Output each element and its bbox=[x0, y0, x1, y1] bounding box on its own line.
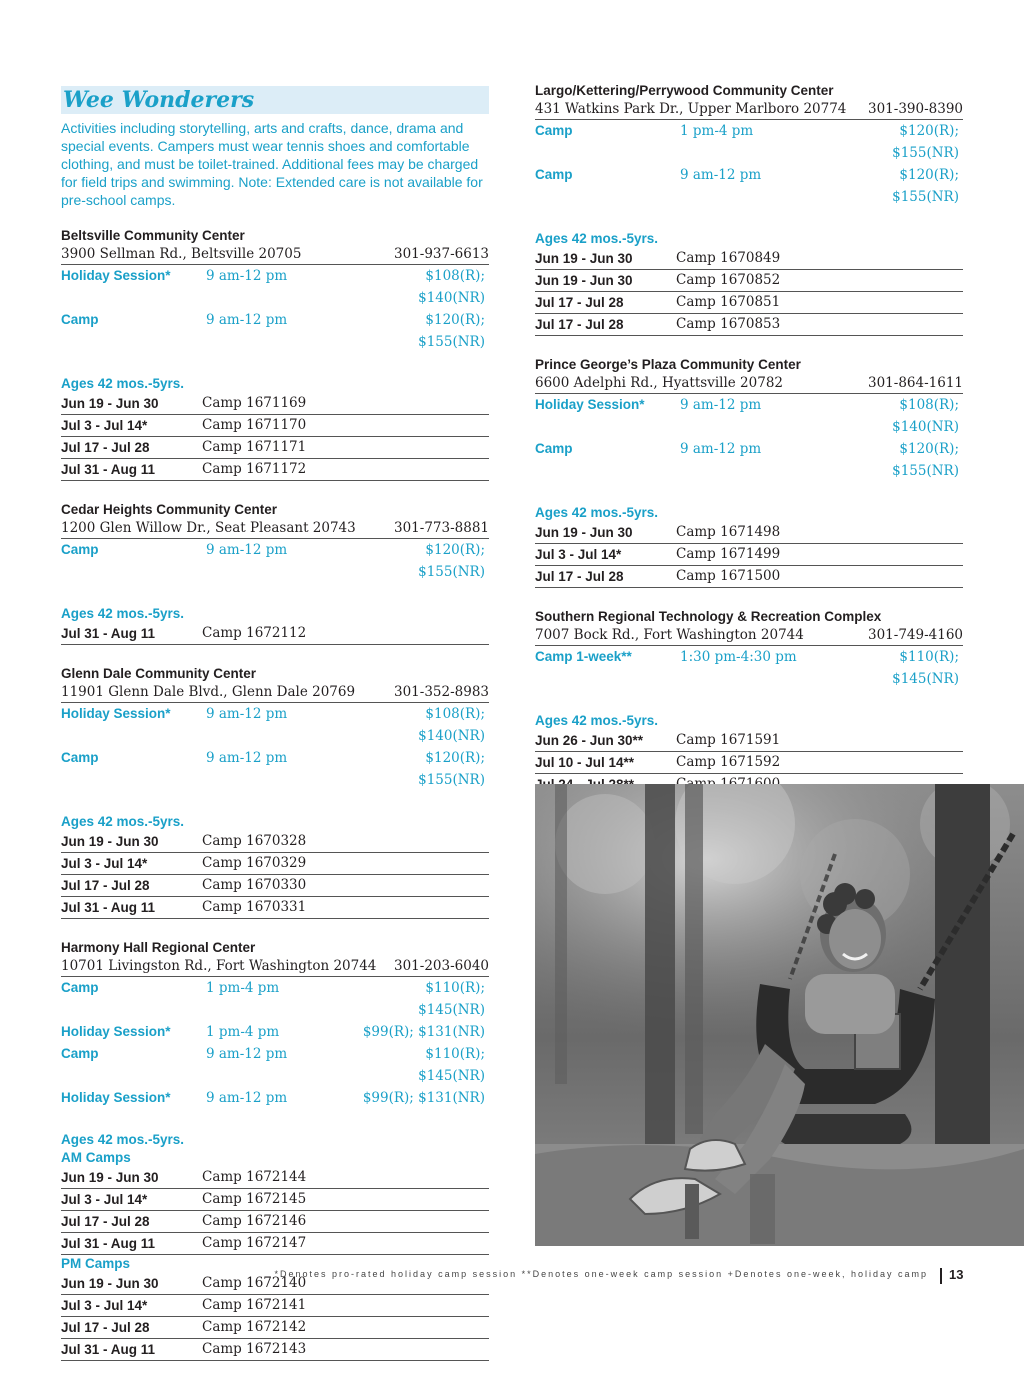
camp-dates: Jul 3 - Jul 14* bbox=[61, 1192, 148, 1207]
camp-row bbox=[535, 270, 963, 292]
camp-number: Camp 1670849 bbox=[676, 250, 781, 266]
center-phone: 301-937-6613 bbox=[393, 246, 489, 262]
camp-row bbox=[535, 566, 963, 588]
center-address-row bbox=[535, 100, 963, 120]
session-row bbox=[61, 747, 489, 791]
camp-number: Camp 1670328 bbox=[202, 833, 307, 849]
center-name: Harmony Hall Regional Center bbox=[61, 940, 256, 955]
center-name: Glenn Dale Community Center bbox=[61, 666, 257, 681]
page-footer bbox=[0, 1268, 1024, 1286]
camp-row bbox=[61, 1317, 489, 1339]
camp-number: Camp 1672147 bbox=[202, 1235, 307, 1251]
center-address: 7007 Bock Rd., Fort Washington 20744 bbox=[535, 627, 804, 643]
age-range-heading: Ages 42 mos.-5yrs. bbox=[535, 505, 659, 520]
center-phone: 301-203-6040 bbox=[393, 958, 489, 974]
session-name: Holiday Session* bbox=[535, 397, 645, 412]
session-time: 9 am-12 pm bbox=[206, 706, 288, 722]
camp-row bbox=[535, 752, 963, 774]
camp-number: Camp 1672144 bbox=[202, 1169, 307, 1185]
center-phone: 301-352-8983 bbox=[393, 684, 489, 700]
camp-number: Camp 1671591 bbox=[676, 732, 781, 748]
camp-number: Camp 1671170 bbox=[202, 417, 307, 433]
right-column bbox=[535, 82, 963, 838]
center-name: Southern Regional Technology & Recreation Complex bbox=[535, 609, 882, 624]
session-time: 9 am-12 pm bbox=[206, 312, 288, 328]
camp-row bbox=[535, 314, 963, 336]
camp-number: Camp 1671172 bbox=[202, 461, 307, 477]
session-fee: $120(R); $155(NR) bbox=[418, 312, 485, 350]
session-fee: $120(R); $155(NR) bbox=[892, 123, 959, 161]
camp-number: Camp 1670331 bbox=[202, 899, 307, 915]
camp-number: Camp 1672143 bbox=[202, 1341, 307, 1357]
camp-dates: Jul 17 - Jul 28 bbox=[61, 1320, 150, 1335]
camp-row bbox=[535, 730, 963, 752]
camp-dates: Jul 17 - Jul 28 bbox=[535, 569, 624, 584]
section-title-band bbox=[61, 86, 489, 114]
session-fee: $108(R); $140(NR) bbox=[892, 397, 959, 435]
session-row bbox=[61, 977, 489, 1021]
session-row bbox=[61, 539, 489, 583]
camp-number: Camp 1672142 bbox=[202, 1319, 307, 1335]
camp-number: Camp 1672112 bbox=[202, 625, 307, 641]
camp-dates: Jun 19 - Jun 30 bbox=[535, 525, 633, 540]
session-row bbox=[61, 1043, 489, 1087]
camp-number: Camp 1670329 bbox=[202, 855, 307, 871]
center-address: 3900 Sellman Rd., Beltsville 20705 bbox=[61, 246, 302, 262]
age-range-heading: Ages 42 mos.-5yrs. bbox=[61, 606, 185, 621]
session-fee: $110(R); $145(NR) bbox=[418, 1046, 485, 1084]
camp-row bbox=[61, 1167, 489, 1189]
session-fee: $110(R); $145(NR) bbox=[418, 980, 485, 1018]
camp-dates: Jul 31 - Aug 11 bbox=[61, 1236, 156, 1251]
session-time: 1 pm-4 pm bbox=[680, 123, 754, 139]
camp-dates: Jun 19 - Jun 30 bbox=[535, 251, 633, 266]
session-row bbox=[535, 438, 963, 482]
center-address-row bbox=[535, 374, 963, 394]
page-number: 13 bbox=[949, 1267, 964, 1282]
session-row bbox=[535, 164, 963, 208]
session-name: Camp bbox=[61, 312, 99, 327]
page-number-divider bbox=[940, 1268, 942, 1284]
camp-dates: Jul 3 - Jul 14* bbox=[535, 547, 622, 562]
child-on-swing-photo bbox=[535, 784, 1024, 1246]
center-block bbox=[535, 356, 963, 588]
camp-dates: Jul 17 - Jul 28 bbox=[61, 440, 150, 455]
session-name: Camp bbox=[535, 441, 573, 456]
camp-row bbox=[61, 1233, 489, 1255]
camp-row bbox=[535, 522, 963, 544]
camp-row bbox=[535, 544, 963, 566]
session-row bbox=[61, 1087, 489, 1109]
camp-row bbox=[61, 623, 489, 645]
camp-row bbox=[535, 248, 963, 270]
session-fee: $99(R); $131(NR) bbox=[362, 1090, 485, 1106]
center-block bbox=[535, 82, 963, 336]
camp-row bbox=[61, 459, 489, 481]
center-address: 10701 Livingston Rd., Fort Washington 20744 bbox=[61, 958, 377, 974]
session-row bbox=[535, 646, 963, 690]
session-name: Camp bbox=[61, 980, 99, 995]
camp-number: Camp 1670330 bbox=[202, 877, 307, 893]
center-address-row bbox=[61, 519, 489, 539]
age-range-heading: Ages 42 mos.-5yrs. bbox=[61, 376, 185, 391]
camp-row bbox=[61, 875, 489, 897]
session-row bbox=[61, 1021, 489, 1043]
center-block bbox=[61, 939, 489, 1361]
session-time: 9 am-12 pm bbox=[206, 1046, 288, 1062]
camp-number: Camp 1671171 bbox=[202, 439, 307, 455]
camp-dates: Jul 17 - Jul 28 bbox=[535, 317, 624, 332]
center-name: Largo/Kettering/Perrywood Community Center bbox=[535, 83, 834, 98]
camp-number: Camp 1671499 bbox=[676, 546, 781, 562]
camp-dates: Jun 19 - Jun 30 bbox=[535, 273, 633, 288]
age-range-heading: Ages 42 mos.-5yrs. bbox=[61, 1132, 185, 1147]
session-name: Holiday Session* bbox=[61, 268, 171, 283]
session-name: Holiday Session* bbox=[61, 1024, 171, 1039]
session-name: Camp bbox=[535, 167, 573, 182]
session-fee: $120(R); $155(NR) bbox=[418, 542, 485, 580]
camp-number: Camp 1672141 bbox=[202, 1297, 307, 1313]
session-fee: $120(R); $155(NR) bbox=[892, 167, 959, 205]
camp-dates: Jul 3 - Jul 14* bbox=[61, 856, 148, 871]
session-fee: $99(R); $131(NR) bbox=[362, 1024, 485, 1040]
session-row bbox=[61, 309, 489, 353]
camp-dates: Jul 17 - Jul 28 bbox=[61, 1214, 150, 1229]
age-range-heading: Ages 42 mos.-5yrs. bbox=[61, 814, 185, 829]
session-name: Camp bbox=[61, 750, 99, 765]
camp-number: Camp 1672146 bbox=[202, 1213, 307, 1229]
session-row bbox=[61, 703, 489, 747]
session-time: 1 pm-4 pm bbox=[206, 1024, 280, 1040]
center-address-row bbox=[61, 957, 489, 977]
left-centers-list bbox=[61, 227, 489, 1361]
session-row bbox=[61, 265, 489, 309]
center-block bbox=[61, 501, 489, 645]
camp-row bbox=[61, 831, 489, 853]
session-time: 9 am-12 pm bbox=[680, 167, 762, 183]
session-fee: $120(R); $155(NR) bbox=[892, 441, 959, 479]
camp-dates: Jul 31 - Aug 11 bbox=[61, 626, 156, 641]
camp-group-label: AM Camps bbox=[61, 1150, 131, 1165]
session-time: 1:30 pm-4:30 pm bbox=[680, 649, 797, 665]
age-range-heading: Ages 42 mos.-5yrs. bbox=[535, 713, 659, 728]
session-fee: $120(R); $155(NR) bbox=[418, 750, 485, 788]
camp-row bbox=[61, 415, 489, 437]
session-fee: $108(R); $140(NR) bbox=[418, 268, 485, 306]
center-address-row bbox=[61, 683, 489, 703]
session-name: Camp bbox=[535, 123, 573, 138]
camp-row bbox=[61, 1295, 489, 1317]
session-name: Holiday Session* bbox=[61, 1090, 171, 1105]
camp-dates: Jul 3 - Jul 14* bbox=[61, 418, 148, 433]
center-address: 1200 Glen Willow Dr., Seat Pleasant 20743 bbox=[61, 520, 356, 536]
camp-row bbox=[61, 853, 489, 875]
center-address: 11901 Glenn Dale Blvd., Glenn Dale 20769 bbox=[61, 684, 356, 700]
camp-number: Camp 1670851 bbox=[676, 294, 781, 310]
camp-number: Camp 1671498 bbox=[676, 524, 781, 540]
camp-dates: Jul 17 - Jul 28 bbox=[535, 295, 624, 310]
camp-number: Camp 1670853 bbox=[676, 316, 781, 332]
right-centers-list bbox=[535, 82, 963, 818]
center-phone: 301-773-8881 bbox=[393, 520, 489, 536]
camp-number: Camp 1672145 bbox=[202, 1191, 307, 1207]
camp-row bbox=[61, 897, 489, 919]
center-block bbox=[61, 227, 489, 481]
camp-dates: Jun 19 - Jun 30 bbox=[61, 834, 159, 849]
camp-row bbox=[61, 437, 489, 459]
section-description: Activities including storytelling, arts and crafts, dance, drama and special events. Campers must wear tennis shoes and comfortable clothing, and must be toilet-trained. Additional fees may be charged for field trips and swimming. Note: Extended care is not available for pre-school camps. bbox=[61, 120, 483, 208]
session-fee: $108(R); $140(NR) bbox=[418, 706, 485, 744]
section-title: Wee Wonderers bbox=[63, 87, 255, 113]
session-time: 9 am-12 pm bbox=[206, 1090, 288, 1106]
camp-dates: Jun 19 - Jun 30 bbox=[61, 1170, 159, 1185]
center-address-row bbox=[61, 245, 489, 265]
center-address-row bbox=[535, 626, 963, 646]
footnotes: *Denotes pro-rated holiday camp session **Denotes one-week camp session +Denotes one-week, holiday camp bbox=[274, 1269, 928, 1279]
camp-dates: Jul 31 - Aug 11 bbox=[61, 462, 156, 477]
session-name: Camp 1-week** bbox=[535, 649, 632, 664]
session-name: Holiday Session* bbox=[61, 706, 171, 721]
session-name: Camp bbox=[61, 542, 99, 557]
camp-dates: Jul 10 - Jul 14** bbox=[535, 755, 635, 770]
camp-number: Camp 1672140 bbox=[202, 1275, 307, 1291]
session-row bbox=[535, 120, 963, 164]
camp-dates: Jun 26 - Jun 30** bbox=[535, 733, 644, 748]
camp-dates: Jun 19 - Jun 30 bbox=[61, 396, 159, 411]
session-time: 9 am-12 pm bbox=[206, 268, 288, 284]
camp-dates: Jul 3 - Jul 14* bbox=[61, 1298, 148, 1313]
camp-number: Camp 1671592 bbox=[676, 754, 781, 770]
camp-number: Camp 1670852 bbox=[676, 272, 781, 288]
camp-row bbox=[61, 1189, 489, 1211]
camp-row bbox=[61, 1211, 489, 1233]
camp-dates: Jul 31 - Aug 11 bbox=[61, 900, 156, 915]
camp-row bbox=[535, 292, 963, 314]
camp-group-label: PM Camps bbox=[61, 1256, 131, 1271]
camp-row bbox=[61, 1339, 489, 1361]
session-time: 9 am-12 pm bbox=[680, 441, 762, 457]
center-phone: 301-390-8390 bbox=[867, 101, 963, 117]
age-range-heading: Ages 42 mos.-5yrs. bbox=[535, 231, 659, 246]
center-address: 431 Watkins Park Dr., Upper Marlboro 20774 bbox=[535, 101, 847, 117]
center-block bbox=[61, 665, 489, 919]
center-name: Prince George’s Plaza Community Center bbox=[535, 357, 801, 372]
camp-dates: Jul 17 - Jul 28 bbox=[61, 878, 150, 893]
session-row bbox=[535, 394, 963, 438]
center-address: 6600 Adelphi Rd., Hyattsville 20782 bbox=[535, 375, 784, 391]
session-fee: $110(R); $145(NR) bbox=[892, 649, 959, 687]
camp-number: Camp 1671169 bbox=[202, 395, 307, 411]
session-time: 9 am-12 pm bbox=[206, 750, 288, 766]
camp-number: Camp 1671500 bbox=[676, 568, 781, 584]
left-column bbox=[61, 86, 489, 1381]
session-time: 9 am-12 pm bbox=[680, 397, 762, 413]
camp-dates: Jul 31 - Aug 11 bbox=[61, 1342, 156, 1357]
center-name: Cedar Heights Community Center bbox=[61, 502, 278, 517]
camp-dates: Jun 19 - Jun 30 bbox=[61, 1276, 159, 1291]
center-phone: 301-749-4160 bbox=[867, 627, 963, 643]
session-time: 9 am-12 pm bbox=[206, 542, 288, 558]
center-phone: 301-864-1611 bbox=[867, 375, 963, 391]
camp-row bbox=[61, 393, 489, 415]
session-time: 1 pm-4 pm bbox=[206, 980, 280, 996]
session-name: Camp bbox=[61, 1046, 99, 1061]
center-name: Beltsville Community Center bbox=[61, 228, 245, 243]
